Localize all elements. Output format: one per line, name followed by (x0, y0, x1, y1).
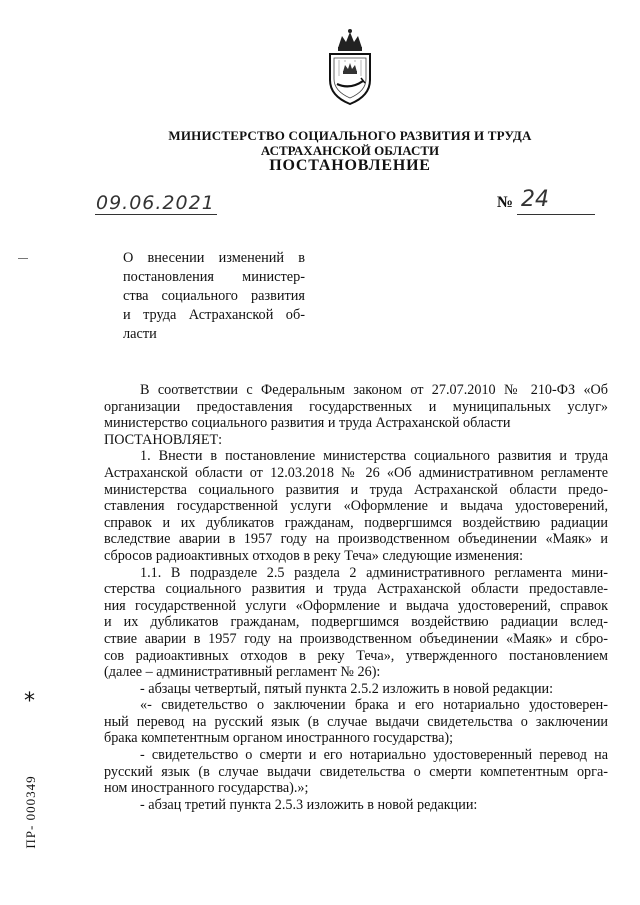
number-sign: № (497, 194, 514, 211)
document-number: 24 (521, 187, 549, 212)
body-line: Астраханской области от 12.03.2018 № 26 «Об административном регламенте (104, 464, 608, 481)
document-date: 09.06.2021 (96, 192, 215, 214)
body-line: ния государственной услуги «Оформление и выдача удостоверений, справок (104, 597, 608, 614)
body-line: министерство социального развития и труда Астраханской области (104, 415, 511, 432)
body-line: сов радиоактивных отходов в реку Теча», утвержденного постановлением (104, 647, 608, 664)
body-line: (далее – административный регламент № 26): (104, 664, 381, 681)
document-title: ПОСТАНОВЛЕНИЕ (269, 157, 431, 174)
body-line: министерства социального развития и труда Астраханской области предо- (104, 481, 608, 498)
body-line: сбросов радиоактивных отходов в реку Теча» следующие изменения: (104, 547, 524, 564)
subject-line: ства социального развития (123, 288, 305, 304)
ministry-name-line1: МИНИСТЕРСТВО СОЦИАЛЬНОГО РАЗВИТИЯ И ТРУДА (168, 128, 532, 143)
body-line: ном иностранного государства).»; (104, 780, 309, 797)
side-star-mark: * (24, 689, 35, 714)
subject-line: и труда Астраханской об- (123, 307, 305, 323)
date-underline (95, 214, 217, 215)
body-line: - абзацы четвертый, пятый пункта 2.5.2 изложить в новой редакции: (140, 680, 554, 697)
body-line: «- свидетельство о заключении брака и его нотариально удостоверен- (140, 697, 608, 714)
ministry-name-line2: АСТРАХАНСКОЙ ОБЛАСТИ (260, 143, 440, 158)
body-line: ПОСТАНОВЛЯЕТ: (104, 431, 223, 448)
margin-tick (18, 258, 28, 259)
body-line: ный перевод на русский язык (в случае выдачи свидетельства о заключении (104, 713, 608, 730)
side-registration-code: ПР- 000349 (23, 775, 38, 849)
body-line: русский язык (в случае выдачи свидетельства о смерти компетентным орга- (104, 763, 608, 780)
body-line: - свидетельство о смерти и его нотариально удостоверенный перевод на (140, 747, 608, 764)
coat-of-arms-emblem (325, 28, 375, 110)
body-line: справок и их дубликатов гражданам, подвергшимся воздействию радиации (104, 514, 608, 531)
subject-line: ласти (123, 326, 157, 342)
body-line: брака компетентным органом иностранного государства); (104, 730, 454, 747)
subject-line: О внесении изменений в (123, 250, 305, 266)
body-line: ставления государственной услуги «Оформление и выдача удостоверений, (104, 498, 608, 515)
body-line: В соответствии с Федеральным законом от 27.07.2010 № 210-ФЗ «Об (140, 382, 608, 398)
document-body (104, 382, 608, 813)
body-line: стерства социального развития и труда Астраханской области предоставле- (104, 581, 608, 598)
body-line: 1.1. В подразделе 2.5 раздела 2 административного регламента мини- (140, 564, 608, 581)
body-line: вследствие аварии в 1957 году на производственном объединении «Маяк» и (104, 531, 608, 548)
subject-line: постановления министер- (123, 269, 305, 285)
number-underline (517, 214, 595, 215)
body-line: организации предоставления государственных и муниципальных услуг» (104, 398, 608, 415)
body-line: и их дубликатов гражданам, подвергшимся воздействию радиации вслед- (104, 614, 608, 631)
body-line: - абзац третий пункта 2.5.3 изложить в новой редакции: (140, 796, 478, 813)
body-line: ствие аварии в 1957 году на производственном объединении «Маяк» и сбро- (104, 630, 608, 647)
document-subject (123, 249, 305, 344)
body-line: 1. Внести в постановление министерства социального развития и труда (140, 448, 608, 465)
